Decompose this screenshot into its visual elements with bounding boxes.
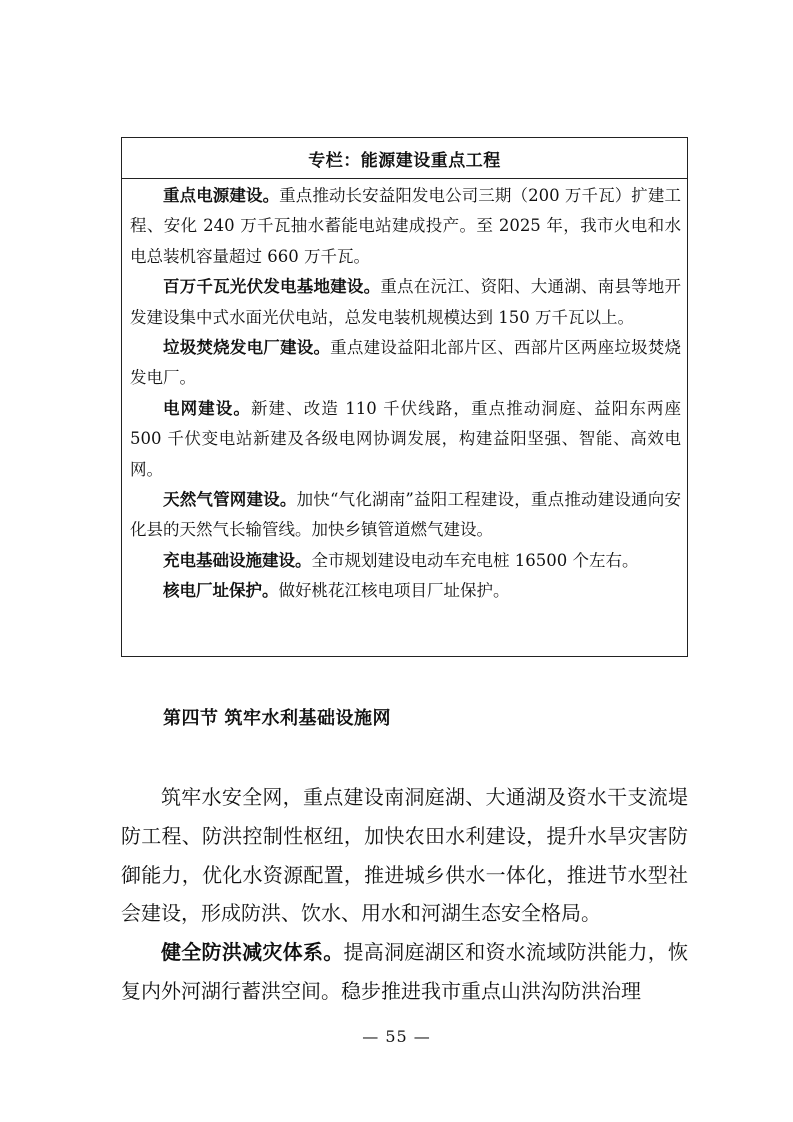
paragraph-text: 提高洞庭湖区和资水流域防洪能力，恢复内外河湖行蓄洪空间。稳步推进我市重点山洪沟防洪治理 (121, 940, 689, 1003)
column-body (122, 179, 687, 607)
item-heading: 垃圾焚烧发电厂建设。 (163, 338, 331, 358)
body-paragraph-2 (121, 933, 688, 1011)
item-heading: 天然气管网建设。 (163, 490, 297, 510)
column-item-power-source (130, 181, 681, 272)
column-item-waste-power (130, 333, 681, 394)
column-item-solar-base (130, 272, 681, 333)
column-item-nuclear-site (130, 576, 681, 606)
item-text: 重点建设益阳北部片区、西部片区两座垃圾焚烧发电厂。 (130, 338, 682, 388)
column-item-gas-pipeline (130, 485, 681, 546)
item-heading: 电网建设。 (163, 398, 251, 418)
item-text: 全市规划建设电动车充电桩 16500 个左右。 (311, 550, 639, 570)
body-paragraph-1: 筑牢水安全网，重点建设南洞庭湖、大通湖及资水干支流堤防工程、防洪控制性枢纽，加快农田水利建设，提升水旱灾害防御能力，优化水资源配置，推进城乡供水一体化，推进节水型社会建设，形成防洪、饮水、用水和河湖生态安全格局。 (121, 785, 688, 926)
item-heading: 核电厂址保护。 (163, 581, 279, 601)
column-item-charging (130, 546, 681, 576)
section-heading (163, 704, 391, 730)
item-text: 新建、改造 110 千伏线路，重点推动洞庭、益阳东两座 500 千伏变电站新建及各级电网协调发展，构建益阳坚强、智能、高效电网。 (130, 398, 682, 479)
column-title: 专栏：能源建设重点工程 (122, 138, 687, 179)
item-text: 重点在沅江、资阳、大通湖、南县等地开发建设集中式水面光伏电站，总发电装机规模达到 150 万千瓦以上。 (130, 277, 682, 327)
page-number: — 55 — (362, 1027, 431, 1046)
body-text (121, 778, 688, 1011)
item-heading: 重点电源建设。 (163, 186, 280, 205)
paragraph-heading: 健全防洪减灾体系。 (161, 940, 344, 965)
column-item-grid (130, 394, 681, 485)
energy-column-box (121, 137, 688, 657)
item-heading: 百万千瓦光伏发电基地建设。 (163, 277, 381, 297)
section-number: 第四节 (163, 708, 219, 729)
item-text: 重点推动长安益阳发电公司三期（200 万千瓦）扩建工程、安化 240 万千瓦抽水蓄能电站建成投产。至 2025 年，我市火电和水电总装机容量超过 660 万千瓦。 (130, 186, 681, 266)
section-title: 筑牢水利基础设施网 (224, 708, 391, 729)
item-heading: 充电基础设施建设。 (163, 550, 312, 570)
item-text: 加快“气化湖南”益阳工程建设，重点推动建设通向安化县的天然气长输管线。加快乡镇管道燃气建设。 (130, 490, 682, 540)
item-text: 做好桃花江核电项目厂址保护。 (278, 581, 510, 601)
